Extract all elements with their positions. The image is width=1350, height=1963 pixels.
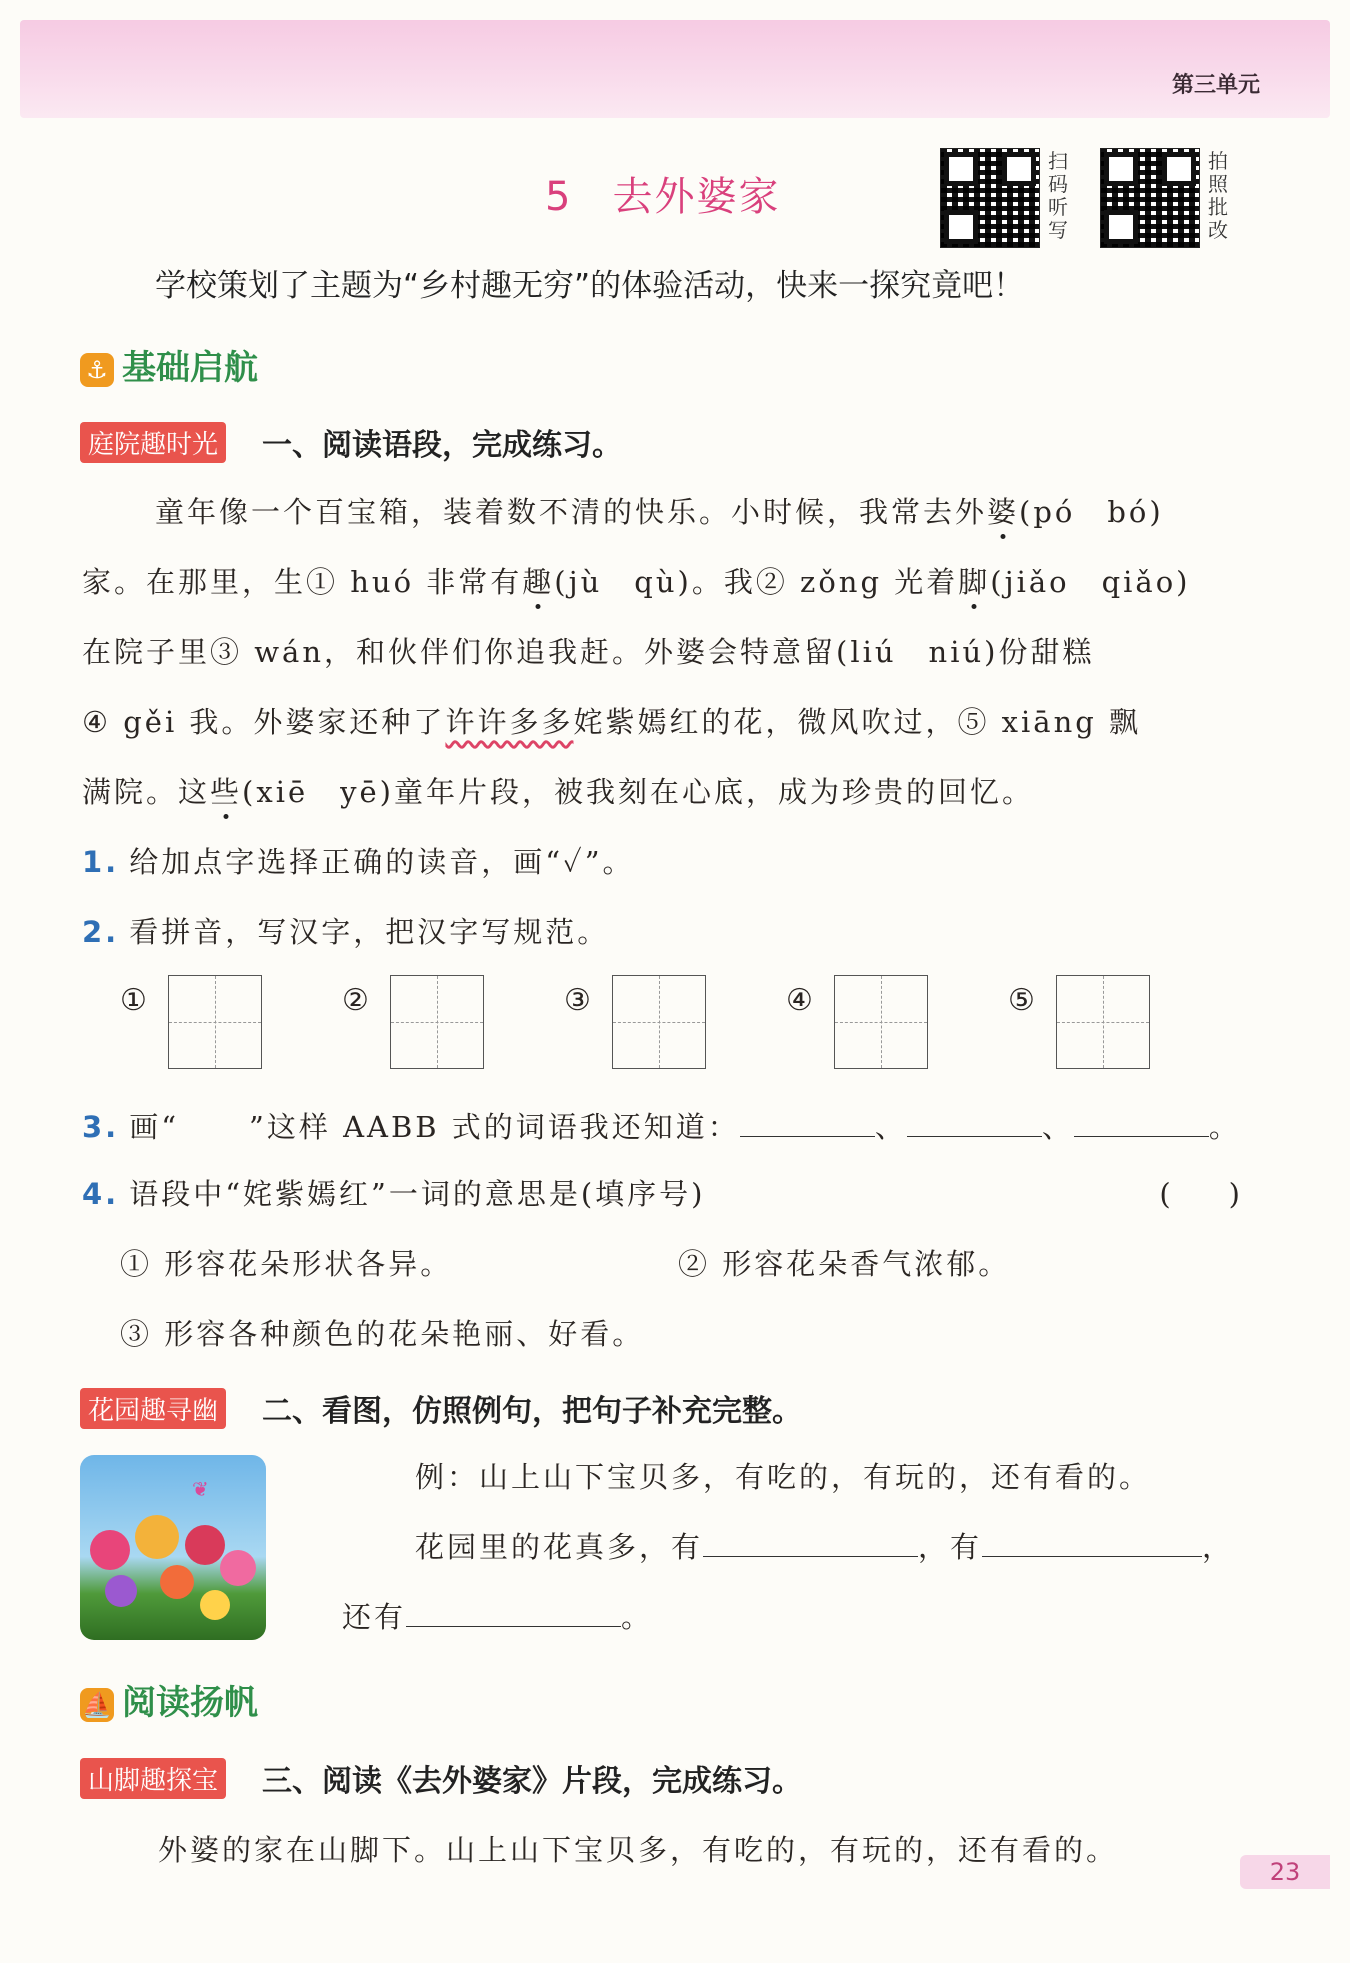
part1-tag: 庭院趣时光 <box>80 422 226 463</box>
flower-garden-image <box>80 1455 266 1640</box>
question-2: 2. 看拼音，写汉字，把汉字写规范。 <box>82 915 610 949</box>
passage-line-3: 在院子里③ wán，和伙伴们你追我赶。外婆会特意留(liú niú)份甜糕 <box>82 635 1095 669</box>
qr-label-dictation: 扫码听写 <box>1048 149 1068 242</box>
qr-label-grading: 拍照批改 <box>1208 149 1228 242</box>
lesson-title <box>545 165 780 222</box>
passage-line-1: 童年像一个百宝箱，装着数不清的快乐。小时候，我常去外婆(pó bó) <box>155 495 1164 529</box>
option-2: ② 形容花朵香气浓郁。 <box>678 1247 1011 1281</box>
passage-line-5: 满院。这些(xiē yē)童年片段，被我刻在心底，成为珍贵的回忆。 <box>82 775 1034 809</box>
question-1: 1. 给加点字选择正确的读音，画“✓”。 <box>82 845 635 879</box>
option-3: ③ 形容各种颜色的花朵艳丽、好看。 <box>120 1317 645 1351</box>
answer-blank-3b[interactable] <box>907 1136 1042 1137</box>
answer-paren-4[interactable]: ( ) <box>1159 1177 1240 1211</box>
passage-line-4: ④ gěi 我。外婆家还种了许许多多姹紫嫣红的花，微风吹过，⑤ xiāng 飘 <box>82 705 1142 739</box>
section-reading <box>80 1675 258 1724</box>
passage-line-2: 家。在那里，生① huó 非常有趣(jù qù)。我② zǒng 光着脚(jiǎo qiǎo) <box>82 565 1191 599</box>
intro-text: 学校策划了主题为“乡村趣无穷”的体验活动，快来一探究竟吧！ <box>155 268 1025 304</box>
answer-blank-a[interactable] <box>703 1556 918 1557</box>
fill-sentence-line-1: 花园里的花真多，有 ，有 ， <box>415 1530 1235 1564</box>
lesson-number: 5 <box>545 174 573 220</box>
lesson-name: 去外婆家 <box>612 174 781 220</box>
part3-heading: 三、阅读《去外婆家》片段，完成练习。 <box>262 1764 802 1799</box>
part3-tag: 山脚趣探宝 <box>80 1758 226 1799</box>
qr-code-dictation-icon[interactable] <box>940 148 1040 248</box>
answer-blank-b[interactable] <box>982 1556 1202 1557</box>
reading-passage-line: 外婆的家在山脚下。山上山下宝贝多，有吃的，有玩的，还有看的。 <box>158 1833 1119 1867</box>
part2-heading: 二、看图，仿照例句，把句子补充完整。 <box>262 1394 802 1429</box>
unit-label: 第三单元 <box>1171 73 1260 98</box>
sail-icon: ⛵ <box>80 1688 114 1722</box>
part1-heading: 一、阅读语段，完成练习。 <box>262 428 622 463</box>
anchor-icon: ⚓ <box>80 353 114 387</box>
example-sentence: 例：山上山下宝贝多，有吃的，有玩的，还有看的。 <box>415 1460 1152 1494</box>
section-basics <box>80 340 258 389</box>
page-number: 23 <box>1240 1855 1330 1889</box>
answer-blank-c[interactable] <box>406 1626 621 1627</box>
option-1: ① 形容花朵形状各异。 <box>120 1247 453 1281</box>
section-reading-title: 阅读扬帆 <box>122 1683 258 1723</box>
answer-blank-3a[interactable] <box>740 1136 875 1137</box>
question-4: 4. 语段中“姹紫嫣红”一词的意思是(填序号) <box>82 1177 706 1211</box>
question-3: 3. 画“ ”这样 AABB 式的词语我还知道： 、 、 。 <box>82 1110 1241 1144</box>
answer-blank-3c[interactable] <box>1074 1136 1209 1137</box>
butterfly-icon: ❦ <box>192 1477 209 1501</box>
part2-tag: 花园趣寻幽 <box>80 1388 226 1429</box>
section-basics-title: 基础启航 <box>122 348 258 388</box>
header-banner <box>20 20 1330 118</box>
fill-sentence-line-2: 还有 。 <box>342 1600 654 1634</box>
qr-code-grading-icon[interactable] <box>1100 148 1200 248</box>
